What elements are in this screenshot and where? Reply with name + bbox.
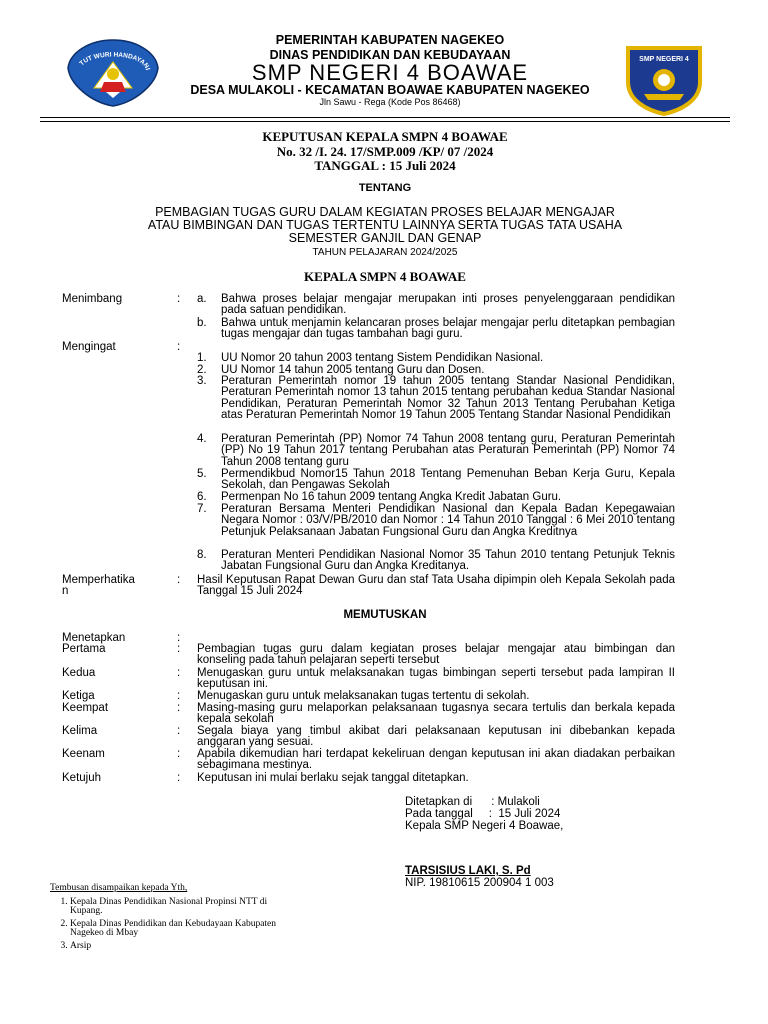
cc-title: Tembusan disampaikan kepada Yth, [50,883,188,893]
menimbang-label: Menimbang [62,293,123,305]
decision-text: Menugaskan guru untuk melaksanakan tugas bimbingan seperti tersebut pada lampiran II keputusan ini. [197,667,675,691]
tut-wuri-handayani-logo [66,38,160,108]
mengingat-item: Peraturan Pemerintah (PP) Nomor 74 Tahun 2008 tentang guru, Peraturan Pemerintah (PP) No 19 Tahun 2017 tentang Perubahan atas Peraturan Pemerintah (PP) Nomor 74 Tahun 2008 tentang guru [221,433,675,468]
colon: : [177,748,181,760]
signatory-nip: NIP. 19810615 200904 1 003 [405,877,554,889]
agency-name: DINAS PENDIDIKAN DAN KEBUDAYAAN [269,48,511,62]
decree-title: KEPUTUSAN KEPALA SMPN 4 BOAWAE [262,129,508,144]
decision-text: Keputusan ini mulai berlaku sejak tanggal ditetapkan. [197,772,469,784]
school-name: SMP NEGERI 4 BOAWAE [251,60,529,85]
list-marker: 3. [197,375,207,387]
mengingat-item: Peraturan Bersama Menteri Pendidikan Nasional dan Kepala Badan Kepegawaian Negara Nomor : 03/V/PB/2010 dan Nomor : 14 Tahun 2010 Tanggal : 6 Mei 2010 tentang Petunjuk Pelaksanaan Jabatan Fungsional Guru dan Angka Kreditnya [221,503,675,538]
decision-text: Segala biaya yang timbul akibat dari pelaksanaan keputusan ini dibebankan kepada anggaran yang sesuai. [197,725,675,749]
cc-list [50,898,290,952]
list-marker: 6. [197,491,207,503]
svg-text:TUT WURI HANDAYANI: TUT WURI HANDAYANI [78,51,151,72]
cc-item: 1. Kepala Dinas Pendidikan Nasional Propinsi NTT di Kupang. [70,898,290,917]
subject-line-2: ATAU BIMBINGAN DAN TUGAS TERTENTU LAINNYA SERTA TUGAS TATA USAHA [147,218,623,232]
about-heading: TENTANG [358,182,412,194]
decision-label: Pertama [62,643,106,655]
mengingat-item: Permenpan No 16 tahun 2009 tentang Angka Kredit Jabatan Guru. [221,491,562,503]
decision-label: Keempat [62,702,109,714]
decree-head: KEPALA SMPN 4 BOAWAE [304,269,466,284]
colon: : [177,702,181,714]
signature-date: Pada tanggal : 15 Juli 2024 [405,808,561,820]
list-marker: b. [197,317,207,329]
letterhead-rule [40,117,730,118]
svg-text:SMP NEGERI 4: SMP NEGERI 4 [639,56,689,63]
school-location: DESA MULAKOLI - KECAMATAN BOAWAE KABUPATEN NAGEKEO [190,83,590,97]
cc-item: 3. Arsip [70,942,290,952]
smp-negeri-4-logo [622,40,706,116]
signature-place: Ditetapkan di : Mulakoli [405,796,540,808]
colon: : [177,574,181,586]
decision-text: Apabila dikemudian hari terdapat kekeliruan dengan keputusan ini akan diadakan perbaikan sebagimana mestinya. [197,748,675,772]
colon: : [177,667,181,679]
signature-position: Kepala SMP Negeri 4 Boawae, [405,820,564,832]
decree-date: TANGGAL : 15 Juli 2024 [314,158,456,173]
signatory-name: TARSISIUS LAKI, S. Pd [405,865,531,877]
colon: : [177,725,181,737]
mengingat-item: Peraturan Pemerintah nomor 19 tahun 2005 tentang Standar Nasional Pendidikan, Peraturan Pemerintah nomor 13 tahun 2015 tentang perubahan kedua Standar Nasional Pendidikan, Peraturan Pemerintah Nomor 32 Tahun 2013 Tentang Perubahan Ketiga atas Peraturan Pemerintah Nomor 19 Tahun 2005 Tentang Standar Nasional Pendidikan [221,375,675,421]
colon: : [177,341,181,353]
menimbang-item: Bahwa proses belajar mengajar merupakan inti proses penyelenggaraan pendidikan pada satuan pendidikan. [221,293,675,317]
mengingat-item: UU Nomor 14 tahun 2005 tentang Guru dan Dosen. [221,364,485,376]
colon: : [177,293,181,305]
letterhead-rule-thin [40,121,730,122]
memutuskan-heading: MEMUTUSKAN [343,609,427,621]
mengingat-label: Mengingat [62,341,116,353]
list-marker: 8. [197,549,207,561]
colon: : [177,643,181,655]
memperhatikan-text: Hasil Keputusan Rapat Dewan Guru dan staf Tata Usaha dipimpin oleh Kepala Sekolah pada Tanggal 15 Juli 2024 [197,574,675,598]
decision-text: Pembagian tugas guru dalam kegiatan proses belajar mengajar atau bimbingan dan konseling pada tahun pelajaran seperti tersebut [197,643,675,667]
mengingat-item: Permendikbud Nomor15 Tahun 2018 Tentang Pemenuhan Beban Kerja Guru, Kepala Sekolah, dan Pengawas Sekolah [221,468,675,492]
decision-label: Kedua [62,667,96,679]
mengingat-item: UU Nomor 20 tahun 2003 tentang Sistem Pendidikan Nasional. [221,352,544,364]
cc-item: 2. Kepala Dinas Pendidikan dan Kebudayaan Kabupaten Nagekeo di Mbay [70,920,290,939]
decision-label: Ketiga [62,690,95,702]
school-address: Jln Sawu - Rega (Kode Pos 86468) [319,97,461,107]
menetapkan-label: Menetapkan [62,632,126,644]
colon: : [177,632,181,644]
decision-label: Ketujuh [62,772,102,784]
memperhatikan-label: Memperhatika n [62,574,135,598]
decision-label: Keenam [62,748,105,760]
decree-number: No. 32 /I. 24. 17/SMP.009 /KP/ 07 /2024 [276,144,494,159]
decision-text: Masing-masing guru melaporkan pelaksanaan tugasnya secara tertulis dan berkala kepada kepala sekolah [197,702,675,726]
list-marker: 4. [197,433,207,445]
mengingat-item: Peraturan Menteri Pendidikan Nasional Nomor 35 Tahun 2010 tentang Petunjuk Teknis Jabatan Fungsional Guru dan Angka Kreditanya. [221,549,675,573]
subject-line-1: PEMBAGIAN TUGAS GURU DALAM KEGIATAN PROSES BELAJAR MENGAJAR [155,205,615,219]
list-marker: a. [197,293,207,305]
subject-line-3: SEMESTER GANJIL DAN GENAP [288,231,482,245]
decision-text: Menugaskan guru untuk melaksanakan tugas tertentu di sekolah. [197,690,530,702]
list-marker: 2. [197,364,207,376]
gov-name: PEMERINTAH KABUPATEN NAGEKEO [275,33,505,47]
cc-section [50,884,290,954]
decision-label: Kelima [62,725,98,737]
colon: : [177,690,181,702]
academic-year: TAHUN PELAJARAN 2024/2025 [312,247,458,258]
colon: : [177,772,181,784]
list-marker: 5. [197,468,207,480]
menimbang-item: Bahwa untuk menjamin kelancaran proses belajar mengajar perlu ditetapkan pembagian tugas mengajar dan tugas tambahan bagi guru. [221,317,675,341]
list-marker: 7. [197,503,207,515]
list-marker: 1. [197,352,207,364]
